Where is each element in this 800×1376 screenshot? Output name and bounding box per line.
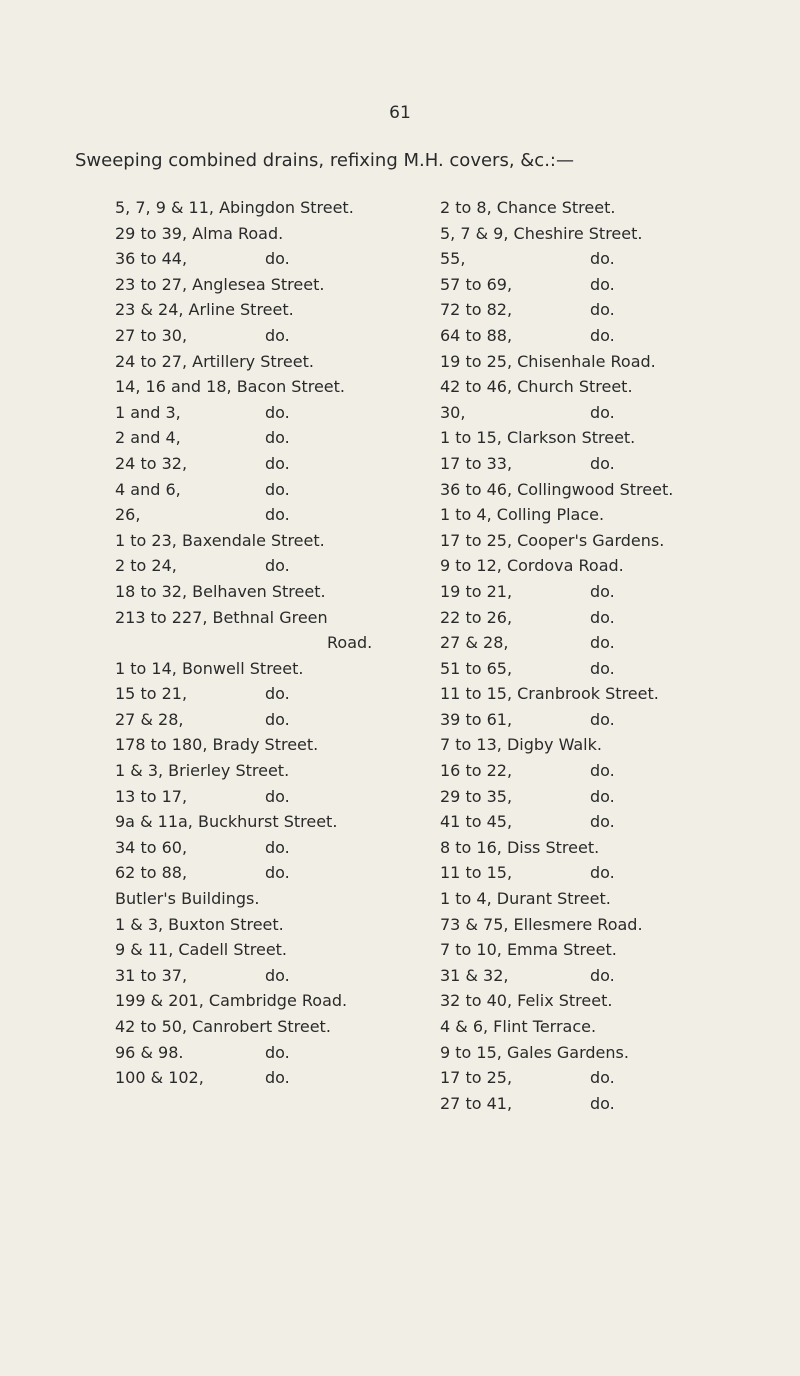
- address-entry: [440, 400, 770, 426]
- address-text: 19 to 25, Chisenhale Road.: [440, 351, 656, 371]
- address-text: 26,: [115, 505, 141, 525]
- address-text: 1 & 3, Buxton Street.: [115, 914, 284, 934]
- address-entry: [115, 835, 405, 861]
- ditto-mark: do.: [265, 453, 290, 473]
- address-text: Road.: [327, 633, 373, 653]
- address-text: 64 to 88,: [440, 325, 513, 345]
- address-entry: [115, 272, 405, 298]
- ditto-mark: do.: [590, 761, 615, 781]
- ditto-mark: do.: [590, 581, 615, 601]
- address-entry: [440, 988, 770, 1014]
- address-text: 1 & 3, Brierley Street.: [115, 761, 290, 781]
- address-entry: [440, 886, 770, 912]
- address-entry: [115, 451, 405, 477]
- address-text: 27 & 28,: [115, 709, 184, 729]
- address-entry: [115, 860, 405, 886]
- address-text: 4 and 6,: [115, 479, 181, 499]
- address-text: 1 to 4, Colling Place.: [440, 505, 605, 525]
- address-text: 7 to 10, Emma Street.: [440, 940, 617, 960]
- address-entry: [115, 425, 405, 451]
- address-text: 24 to 32,: [115, 453, 188, 473]
- address-entry: [115, 246, 405, 272]
- address-entry: [115, 809, 405, 835]
- address-entry: [440, 425, 770, 451]
- address-entry: [115, 681, 405, 707]
- address-entry: [115, 732, 405, 758]
- ditto-mark: do.: [590, 249, 615, 269]
- address-text: 16 to 22,: [440, 761, 513, 781]
- address-entry: [115, 988, 405, 1014]
- address-entry: [115, 579, 405, 605]
- ditto-mark: do.: [265, 402, 290, 422]
- address-text: 100 & 102,: [115, 1068, 204, 1088]
- address-entry: [440, 707, 770, 733]
- ditto-mark: do.: [265, 325, 290, 345]
- address-entry: [440, 656, 770, 682]
- address-entry: [440, 374, 770, 400]
- address-entry: [440, 912, 770, 938]
- address-text: 18 to 32, Belhaven Street.: [115, 581, 326, 601]
- address-entry: [440, 502, 770, 528]
- address-text: 27 & 28,: [440, 633, 509, 653]
- address-entry: [440, 1040, 770, 1066]
- address-text: 27 to 30,: [115, 325, 188, 345]
- ditto-mark: do.: [265, 863, 290, 883]
- address-text: 9a & 11a, Buckhurst Street.: [115, 812, 338, 832]
- address-entry: [440, 579, 770, 605]
- address-entry: [440, 1065, 770, 1091]
- ditto-mark: do.: [590, 325, 615, 345]
- ditto-mark: do.: [265, 786, 290, 806]
- address-entry: [440, 835, 770, 861]
- address-entry: [115, 221, 405, 247]
- address-entry: [115, 605, 405, 631]
- address-entry: [440, 758, 770, 784]
- address-entry: [440, 681, 770, 707]
- address-entry: [440, 553, 770, 579]
- right-address-column: [440, 195, 770, 1116]
- address-text: 213 to 227, Bethnal Green: [115, 607, 328, 627]
- address-entry: [115, 528, 405, 554]
- address-text: 22 to 26,: [440, 607, 513, 627]
- address-entry: [440, 630, 770, 656]
- address-text: 32 to 40, Felix Street.: [440, 991, 613, 1011]
- address-text: 29 to 39, Alma Road.: [115, 223, 284, 243]
- address-entry: [440, 809, 770, 835]
- address-entry: [440, 784, 770, 810]
- ditto-mark: do.: [590, 786, 615, 806]
- address-entry: [115, 1014, 405, 1040]
- address-text: 8 to 16, Diss Street.: [440, 837, 600, 857]
- address-entry: [440, 605, 770, 631]
- address-text: 7 to 13, Digby Walk.: [440, 735, 602, 755]
- address-entry: [115, 1065, 405, 1091]
- address-entry: [440, 195, 770, 221]
- address-text: 29 to 35,: [440, 786, 513, 806]
- address-text: 9 to 12, Cordova Road.: [440, 556, 624, 576]
- address-entry: [115, 1040, 405, 1066]
- address-text: 1 to 14, Bonwell Street.: [115, 658, 304, 678]
- address-text: 36 to 44,: [115, 249, 188, 269]
- address-text: 199 & 201, Cambridge Road.: [115, 991, 348, 1011]
- ditto-mark: do.: [590, 274, 615, 294]
- address-text: 1 and 3,: [115, 402, 181, 422]
- address-entry: [440, 963, 770, 989]
- address-text: 5, 7 & 9, Cheshire Street.: [440, 223, 643, 243]
- address-entry: [115, 630, 405, 656]
- address-entry: [115, 323, 405, 349]
- address-entry: [115, 195, 405, 221]
- ditto-mark: do.: [265, 837, 290, 857]
- address-entry: [115, 886, 405, 912]
- ditto-mark: do.: [265, 505, 290, 525]
- address-entry: [115, 553, 405, 579]
- address-text: 39 to 61,: [440, 709, 513, 729]
- address-entry: [115, 912, 405, 938]
- ditto-mark: do.: [265, 479, 290, 499]
- address-text: 42 to 46, Church Street.: [440, 377, 633, 397]
- address-entry: [115, 758, 405, 784]
- address-text: 9 to 15, Gales Gardens.: [440, 1042, 629, 1062]
- address-text: 2 to 24,: [115, 556, 177, 576]
- address-entry: [440, 221, 770, 247]
- ditto-mark: do.: [590, 709, 615, 729]
- address-text: 27 to 41,: [440, 1093, 513, 1113]
- address-text: 15 to 21,: [115, 684, 188, 704]
- address-text: 1 to 15, Clarkson Street.: [440, 428, 636, 448]
- address-entry: [115, 297, 405, 323]
- ditto-mark: do.: [265, 965, 290, 985]
- address-text: 31 & 32,: [440, 965, 509, 985]
- address-entry: [440, 477, 770, 503]
- address-text: 34 to 60,: [115, 837, 188, 857]
- address-entry: [440, 349, 770, 375]
- address-entry: [440, 1091, 770, 1117]
- address-entry: [115, 937, 405, 963]
- ditto-mark: do.: [590, 633, 615, 653]
- address-text: 11 to 15, Cranbrook Street.: [440, 684, 659, 704]
- address-text: 178 to 180, Brady Street.: [115, 735, 319, 755]
- address-text: 11 to 15,: [440, 863, 513, 883]
- address-entry: [115, 502, 405, 528]
- address-text: 51 to 65,: [440, 658, 513, 678]
- address-entry: [115, 784, 405, 810]
- section-heading: Sweeping combined drains, refixing M.H. covers, &c.:—: [75, 150, 574, 171]
- ditto-mark: do.: [265, 709, 290, 729]
- address-text: 36 to 46, Collingwood Street.: [440, 479, 674, 499]
- address-text: 17 to 33,: [440, 453, 513, 473]
- address-entry: [440, 860, 770, 886]
- ditto-mark: do.: [590, 965, 615, 985]
- ditto-mark: do.: [265, 1042, 290, 1062]
- address-text: 17 to 25,: [440, 1068, 513, 1088]
- address-entry: [440, 451, 770, 477]
- address-text: 13 to 17,: [115, 786, 188, 806]
- ditto-mark: do.: [590, 658, 615, 678]
- ditto-mark: do.: [265, 428, 290, 448]
- address-text: 73 & 75, Ellesmere Road.: [440, 914, 643, 934]
- address-text: 96 & 98.: [115, 1042, 184, 1062]
- address-entry: [440, 732, 770, 758]
- address-text: 41 to 45,: [440, 812, 513, 832]
- address-entry: [115, 477, 405, 503]
- address-entry: [115, 400, 405, 426]
- address-entry: [115, 656, 405, 682]
- address-text: 55,: [440, 249, 466, 269]
- address-text: 31 to 37,: [115, 965, 188, 985]
- address-entry: [440, 937, 770, 963]
- address-text: 23 to 27, Anglesea Street.: [115, 274, 325, 294]
- address-text: 30,: [440, 402, 466, 422]
- address-entry: [115, 707, 405, 733]
- address-entry: [440, 528, 770, 554]
- ditto-mark: do.: [590, 1093, 615, 1113]
- ditto-mark: do.: [590, 607, 615, 627]
- address-text: 62 to 88,: [115, 863, 188, 883]
- address-text: Butler's Buildings.: [115, 889, 260, 909]
- address-text: 14, 16 and 18, Bacon Street.: [115, 377, 345, 397]
- address-entry: [440, 1014, 770, 1040]
- address-text: 2 to 8, Chance Street.: [440, 198, 616, 217]
- address-text: 1 to 23, Baxendale Street.: [115, 530, 325, 550]
- ditto-mark: do.: [590, 1068, 615, 1088]
- address-text: 24 to 27, Artillery Street.: [115, 351, 314, 371]
- ditto-mark: do.: [590, 863, 615, 883]
- address-text: 17 to 25, Cooper's Gardens.: [440, 530, 665, 550]
- page-number: 61: [389, 103, 411, 123]
- address-text: 4 & 6, Flint Terrace.: [440, 1017, 597, 1036]
- address-entry: [440, 297, 770, 323]
- address-text: 42 to 50, Canrobert Street.: [115, 1017, 331, 1036]
- ditto-mark: do.: [590, 812, 615, 832]
- address-entry: [440, 323, 770, 349]
- address-text: 1 to 4, Durant Street.: [440, 889, 611, 909]
- ditto-mark: do.: [265, 249, 290, 269]
- ditto-mark: do.: [265, 684, 290, 704]
- address-entry: [440, 272, 770, 298]
- left-address-column: [115, 195, 405, 1091]
- address-text: 23 & 24, Arline Street.: [115, 300, 294, 320]
- ditto-mark: do.: [590, 300, 615, 320]
- ditto-mark: do.: [590, 402, 615, 422]
- address-text: 57 to 69,: [440, 274, 513, 294]
- address-text: 2 and 4,: [115, 428, 181, 448]
- ditto-mark: do.: [265, 1068, 290, 1088]
- ditto-mark: do.: [590, 453, 615, 473]
- address-text: 72 to 82,: [440, 300, 513, 320]
- address-text: 9 & 11, Cadell Street.: [115, 940, 288, 960]
- address-text: 5, 7, 9 & 11, Abingdon Street.: [115, 198, 354, 217]
- address-entry: [440, 246, 770, 272]
- address-entry: [115, 963, 405, 989]
- address-entry: [115, 374, 405, 400]
- ditto-mark: do.: [265, 556, 290, 576]
- address-text: 19 to 21,: [440, 581, 513, 601]
- address-entry: [115, 349, 405, 375]
